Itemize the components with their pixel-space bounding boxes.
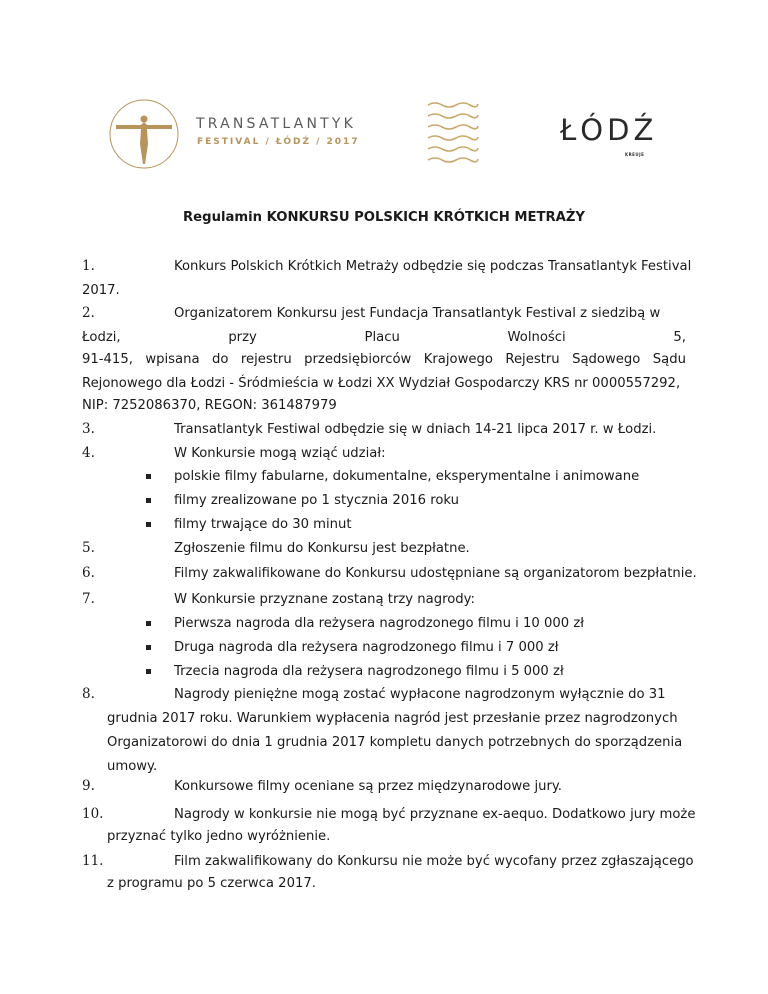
title-prefix: Regulamin xyxy=(183,210,263,225)
title-main: KONKURSU POLSKICH KRÓTKICH METRAŻY xyxy=(266,210,585,225)
item-number-11: 11. xyxy=(82,853,104,869)
item-7-text: W Konkursie przyznane zostaną trzy nagrody: xyxy=(174,592,475,607)
item-number-5: 5. xyxy=(82,540,95,556)
bullet-marker xyxy=(146,522,151,527)
item-7-bullet-1: Pierwsza nagroda dla reżysera nagrodzonego filmu i 10 000 zł xyxy=(174,616,585,631)
document-title xyxy=(0,210,768,225)
item-number-4: 4. xyxy=(82,445,95,461)
item-number-8: 8. xyxy=(82,686,95,702)
word: wpisana xyxy=(145,352,200,367)
item-4-text: W Konkursie mogą wziąć udział: xyxy=(174,446,386,461)
item-2-line-2 xyxy=(82,330,686,345)
item-number-2: 2. xyxy=(82,305,95,321)
item-4-bullet-1: polskie filmy fabularne, dokumentalne, eksperymentalne i animowane xyxy=(174,469,640,484)
item-4-bullet-2: filmy zrealizowane po 1 stycznia 2016 roku xyxy=(174,493,459,508)
item-11-line-2: z programu po 5 czerwca 2017. xyxy=(107,876,316,891)
item-2-line-4: Rejonowego dla Łodzi - Śródmieścia w Łodzi XX Wydział Gospodarczy KRS nr 0000557292, xyxy=(82,376,681,391)
item-6-text: Filmy zakwalifikowane do Konkursu udostępniane są organizatorom bezpłatnie. xyxy=(174,566,697,581)
word: przedsiębiorców xyxy=(304,352,412,367)
item-9-text: Konkursowe filmy oceniane są przez międzynarodowe jury. xyxy=(174,779,563,794)
bullet-marker xyxy=(146,474,151,479)
bullet-marker xyxy=(146,669,151,674)
word: Sądu xyxy=(652,352,686,367)
word: rejestru xyxy=(240,352,292,367)
item-number-3: 3. xyxy=(82,421,95,437)
word: Sądowego xyxy=(572,352,641,367)
item-1-line-1: Konkurs Polskich Krótkich Metraży odbędzie się podczas Transatlantyk Festival xyxy=(174,259,692,274)
item-8-line-4: umowy. xyxy=(107,759,158,774)
word: Placu xyxy=(364,330,400,345)
bullet-marker xyxy=(146,645,151,650)
word: Wolności xyxy=(507,330,566,345)
item-1-line-2: 2017. xyxy=(82,283,120,298)
bullet-marker xyxy=(146,621,151,626)
item-8-line-3: Organizatorowi do dnia 1 grudnia 2017 kompletu danych potrzebnych do sporządzenia xyxy=(107,735,683,750)
item-number-10: 10. xyxy=(82,806,104,822)
item-3-text: Transatlantyk Festiwal odbędzie się w dniach 14-21 lipca 2017 r. w Łodzi. xyxy=(174,422,657,437)
item-10-line-2: przyznać tylko jedno wyróżnienie. xyxy=(107,829,331,844)
item-number-7: 7. xyxy=(82,591,95,607)
item-8-line-1: Nagrody pieniężne mogą zostać wypłacone nagrodzonym wyłącznie do 31 xyxy=(174,687,666,702)
item-number-6: 6. xyxy=(82,565,95,581)
item-7-bullet-2: Druga nagroda dla reżysera nagrodzonego filmu i 7 000 zł xyxy=(174,640,559,655)
word: Rejestru xyxy=(505,352,560,367)
item-11-line-1: Film zakwalifikowany do Konkursu nie może być wycofany przez zgłaszającego xyxy=(174,854,694,869)
item-5-text: Zgłoszenie filmu do Konkursu jest bezpłatne. xyxy=(174,541,470,556)
gymnast-figure-icon xyxy=(108,98,180,170)
word: przy xyxy=(228,330,257,345)
city-logo-text: ŁÓDŹ xyxy=(560,113,658,147)
word: Łodzi, xyxy=(82,330,121,345)
item-7-bullet-3: Trzecia nagroda dla reżysera nagrodzonego filmu i 5 000 zł xyxy=(174,664,564,679)
bullet-marker xyxy=(146,498,151,503)
word: Krajowego xyxy=(423,352,493,367)
item-number-9: 9. xyxy=(82,778,95,794)
item-10-line-1: Nagrody w konkursie nie mogą być przyznane ex-aequo. Dodatkowo jury może xyxy=(174,807,696,822)
item-number-1: 1. xyxy=(82,258,95,274)
item-2-line-1: Organizatorem Konkursu jest Fundacja Transatlantyk Festival z siedzibą w xyxy=(174,306,661,321)
item-8-line-2: grudnia 2017 roku. Warunkiem wypłacenia nagród jest przesłanie przez nagrodzonych xyxy=(107,711,678,726)
festival-name: TRANSATLANTYK xyxy=(196,116,357,132)
word: 5, xyxy=(673,330,686,345)
word: do xyxy=(211,352,229,367)
festival-subtitle: FESTIVAL / ŁÓDŹ / 2017 xyxy=(197,137,360,147)
city-logo-subtitle: KREUJE xyxy=(625,152,645,157)
waves-icon xyxy=(424,100,480,164)
item-2-line-5: NIP: 7252086370, REGON: 361487979 xyxy=(82,398,337,413)
item-4-bullet-3: filmy trwające do 30 minut xyxy=(174,517,352,532)
item-2-line-3 xyxy=(82,352,686,367)
word: 91-415, xyxy=(82,352,133,367)
